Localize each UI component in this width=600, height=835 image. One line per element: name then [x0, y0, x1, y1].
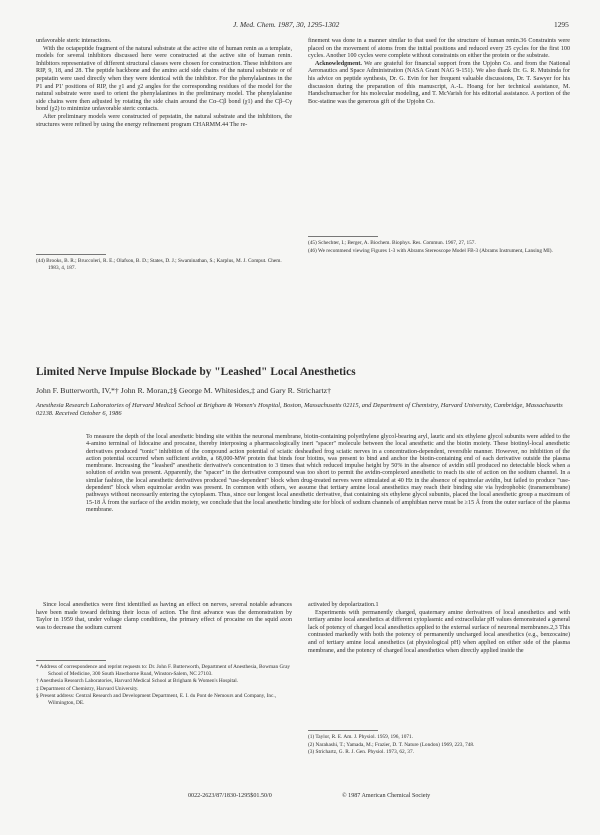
page-number: 1295: [554, 20, 569, 29]
paragraph: With the octapeptide fragment of the natural substrate at the active site of human renin as a template, models for several inhibitors discussed here were constructed at the active site of human renin. Inhibitors representative of different structural classes were chosen for construction. These inhibitors are RIP, 9, 18, and 28. The peptide backbone and the amino acid side chains of the natural substrate or of pepstatin were used directly when they were identical with the inhibitor. For the phenylalanines in the P1 and P1' positions of RIP, the χ1 and χ2 angles for the corresponding residues of the model for the natural substrate were used to orient the phenylalanines in the preliminary model. The phenylalanine side chains were then adjusted by rotating the side chain around the Cα–Cβ bond (χ1) and the Cβ–Cγ bond (χ2) to minimize unfavorable steric contacts.: [36, 45, 292, 113]
footnote-divider: [36, 660, 106, 661]
paragraph: unfavorable steric interactions.: [36, 38, 112, 44]
article-title: Limited Nerve Impulse Blockade by "Leashed" Local Anesthetics: [36, 366, 356, 378]
paragraph: After preliminary models were constructed of pepstatin, the natural substrate and the inhibitors, the structures were refined by using the energy refinement program CHARMM.44 The re-: [36, 113, 292, 128]
article-abstract: To measure the depth of the local anesthetic binding site within the neuronal membrane, biotin-containing polyethylene glycol-bearing aryl, lauric and six ethylene glycol subunits were added to the 4-amino terminal of lidocaine and procaine, thereby interposing a pharmacologically inert "spacer" molecule between the local anesthetic and the biotin moiety. These biotinyl-local anesthetic derivatives produced "tonic" inhibition of the compound action potential of sciatic desheathed frog sciatic nerves in a concentration-dependent, reversible manner. However, no inhibition of the action potential occurred when sufficient avidin, a 68,000-MW protein that binds four biotins, was present to bind and anchor the biotin-containing end of each derivative outside the plasma membrane. Increasing the "leashed" anesthetic derivative's concentration to 3 times that which reduced impulse height by 50% in the absence of avidin still produced no detectable block when a solution of avidin was present. Apparently, the "spacer" in the derivative compound was too short to permit the avidin-complexed anesthetic to reach its site of action on the sodium channel. In a similar fashion, the local anesthetic derivatives produced "use-dependent" block when drug-treated nerves were stimulated at 40 Hz in the absence of equimolar avidin, but failed to produce "use-dependent" block when equimolar avidin was present. In common with others, we assume that tertiary amine local anesthetics may reach their binding site via hydrophobic (transmembrane) pathways without necessarily entering the cytoplasm. Thus, since our longest local anesthetic derivative, that containing six ethylene glycol subunits, placed the local anesthetic group a maximum of 15-18 Å from the surface of the avidin moiety, we conclude that the local anesthetic binding site for block of sodium channels of amphibian nerve must be ≥15 Å from the outer surface of the plasma membrane.: [86, 434, 570, 513]
footnote: * Address of correspondence and reprint requests to: Dr. John F. Butterworth, Department of Anesthesia, Bowman Gray School of Medicine, 300 South Hawthorne Road, Winston-Salem, NC 27103.: [36, 664, 291, 677]
paragraph: Since local anesthetics were first identified as having an effect on nerves, several notable advances have been made toward defining their locus of action. The first advance was the demonstration by Taylor in 1959 that, under voltage clamp conditions, the primary effect of procaine on the squid axon was to decrease the sodium current: [36, 602, 292, 631]
body-right-column: [308, 602, 570, 655]
article-identifier: 0022-2623/87/1830-1295$01.50/0: [188, 793, 272, 799]
previous-article-footnotes-left: [36, 258, 292, 272]
copyright-notice: © 1987 American Chemical Society: [342, 793, 431, 799]
references-divider: [308, 730, 378, 731]
footnote: ‡ Department of Chemistry, Harvard University.: [36, 685, 139, 692]
previous-article-right-column: [308, 38, 570, 106]
footnote: (44) Brooks, B. R.; Bruccoleri, R. E.; Olafson, B. D.; States, D. J.; Swaminathan, S.; Karplus, M. J. Comput. Chem. 1983, 4, 187.: [36, 258, 282, 271]
acknowledgment-text: We are grateful for financial support from the Upjohn Co. and from the National Aeronautics and Space Administration (NASA Grant NAG 9-151). We also thank Dr. G. R. Mutsinda for his advice on peptide synthesis, Dr. G. Evin for her frequent valuable discussions, Dr. T. Sawyer for his discussion during the preparation of this manuscript, A.-L. Hoang for her technical assistance, M. Handschumacher for his molecular modeling, and T. McVarish for his editorial assistance. A portion of the Boc-statine was the generous gift of the Upjohn Co.: [308, 60, 570, 105]
reference: (1) Taylor, R. E. Am. J. Physiol. 1959, 196, 1071.: [308, 734, 413, 740]
journal-citation: J. Med. Chem. 1987, 30, 1295-1302: [233, 20, 340, 29]
footnote: § Present address: Central Research and Development Department, E. I. du Pont de Nemours and Company, Inc., Wilmington, DE.: [36, 693, 277, 706]
footnote: (46) We recommend viewing Figures 1-3 with Abrams Stereoscope Model FB-3 (Abrams Instrument, Lansing MI).: [308, 247, 553, 254]
article-affiliation: Anesthesia Research Laboratories of Harvard Medical School at Brigham & Women's Hospital, Boston, Massachusetts 02115, and Department of Chemistry, Harvard University, Cambridge, Massachusetts 02138. Received October 6, 1986: [36, 402, 563, 418]
body-footnotes-left: [36, 664, 292, 708]
paragraph: finement was done in a manner similar to that used for the structure of human renin.36 Constraints were placed on the movement of atoms from the initial positions and reduced every 25 cycles for the first 100 cycles. Another 100 cycles were complete without constraints on either the protein or the substrate.: [308, 38, 570, 60]
running-header: [0, 20, 600, 32]
footnote-divider: [308, 236, 378, 237]
paragraph: Experiments with permanently charged, quaternary amine derivatives of local anesthetics and with tertiary amine local anesthetics at different cytoplasmic and extracellular pH values demonstrated a general lack of potency of charged local anesthetics applied to the external surface of neuronal membranes.2,3 This contrasted markedly with both the potency of permanently uncharged local anesthetics (e.g., benzocaine) and of tertiary amine local anesthetics (at physiological pH) when applied on either side of the plasma membrane, and the potency of charged local anesthetics when directly applied inside the: [308, 609, 570, 654]
footnote: † Anesthesia Research Laboratories, Harvard Medical School at Brigham & Women's Hospital.: [36, 678, 239, 685]
footnote: (45) Schechter, I.; Berger, A. Biochem. Biophys. Res. Commun. 1967, 27, 157.: [308, 240, 476, 246]
acknowledgment-heading: Acknowledgment.: [315, 60, 362, 67]
body-left-column: [36, 602, 292, 632]
footnote-divider: [36, 254, 106, 255]
previous-article-footnotes-right: [308, 240, 570, 255]
reference: (2) Narahashi, T.; Yamada, M.; Frazier, D. T. Nature (London) 1969, 223, 748.: [308, 741, 475, 748]
paragraph: activated by depolarization.1: [308, 602, 379, 608]
reference: (3) Strichartz, G. R. J. Gen. Physiol. 1973, 62, 37.: [308, 749, 414, 756]
article-authors: John F. Butterworth, IV,*† John R. Moran,‡§ George M. Whitesides,‡ and Gary R. Strichartz†: [36, 386, 331, 395]
previous-article-left-column: [36, 38, 292, 129]
references-list: [308, 734, 570, 757]
